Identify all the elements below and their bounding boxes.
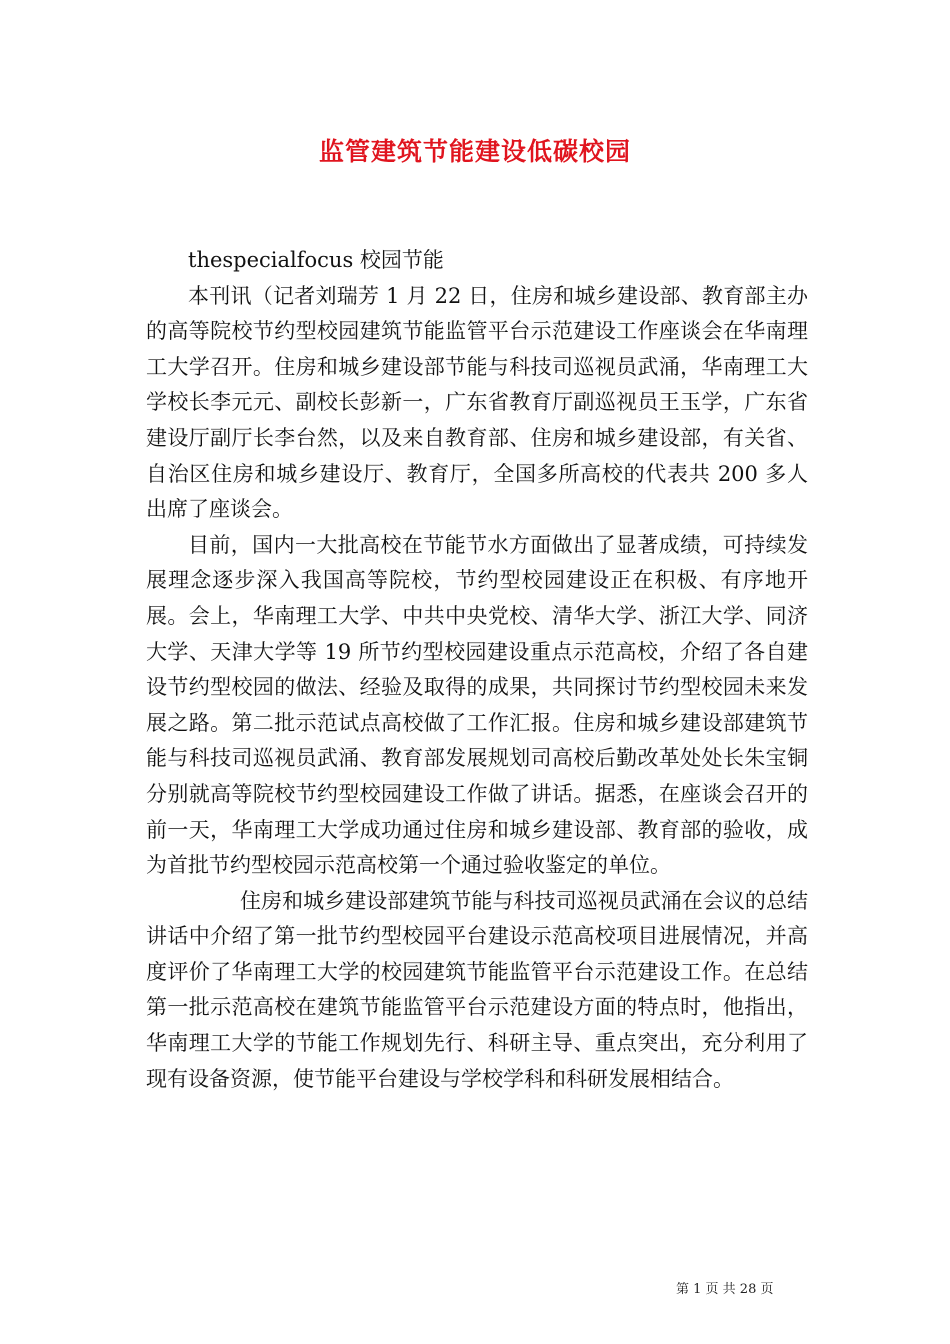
page-number: 第 1 页 共 28 页 (676, 1282, 774, 1297)
document-body (146, 243, 808, 1097)
body-paragraph: 本刊讯（记者刘瑞芳 1 月 22 日，住房和城乡建设部、教育部主办的高等院校节约型校园建筑节能监管平台示范建设工作座谈会在华南理工大学召开。住房和城乡建设部节能与科技司巡视员武涌，华南理工大学校长李元元、副校长彭新一，广东省教育厅副巡视员王玉学，广东省建设厅副厅长李台然，以及来自教育部、住房和城乡建设部，有关省、自治区住房和城乡建设厅、教育厅，全国多所高校的代表共 200 多人出席了座谈会。 (146, 283, 808, 522)
section-tag-line: thespecialfocus 校园节能 (188, 248, 444, 272)
body-paragraph: 住房和城乡建设部建筑节能与科技司巡视员武涌在会议的总结讲话中介绍了第一批节约型校园平台建设示范高校项目进展情况，并高度评价了华南理工大学的校园建筑节能监管平台示范建设工作。在总结第一批示范高校在建筑节能监管平台示范建设方面的特点时，他指出，华南理工大学的节能工作规划先行、科研主导、重点突出，充分利用了现有设备资源，使节能平台建设与学校学科和科研发展相结合。 (146, 888, 808, 1091)
document-title: 监管建筑节能建设低碳校园 (318, 137, 631, 166)
body-paragraph: 目前，国内一大批高校在节能节水方面做出了显著成绩，可持续发展理念逐步深入我国高等院校，节约型校园建设正在积极、有序地开展。会上，华南理工大学、中共中央党校、清华大学、浙江大学、同济大学、天津大学等 19 所节约型校园建设重点示范高校，介绍了各自建设节约型校园的做法、经验及取得的成果，共同探讨节约型校园未来发展之路。第二批示范试点高校做了工作汇报。住房和城乡建设部建筑节能与科技司巡视员武涌、教育部发展规划司高校后勤改革处处长朱宝铜分别就高等院校节约型校园建设工作做了讲话。据悉，在座谈会召开的前一天，华南理工大学成功通过住房和城乡建设部、教育部的验收，成为首批节约型校园示范高校第一个通过验收鉴定的单位。 (146, 532, 808, 878)
